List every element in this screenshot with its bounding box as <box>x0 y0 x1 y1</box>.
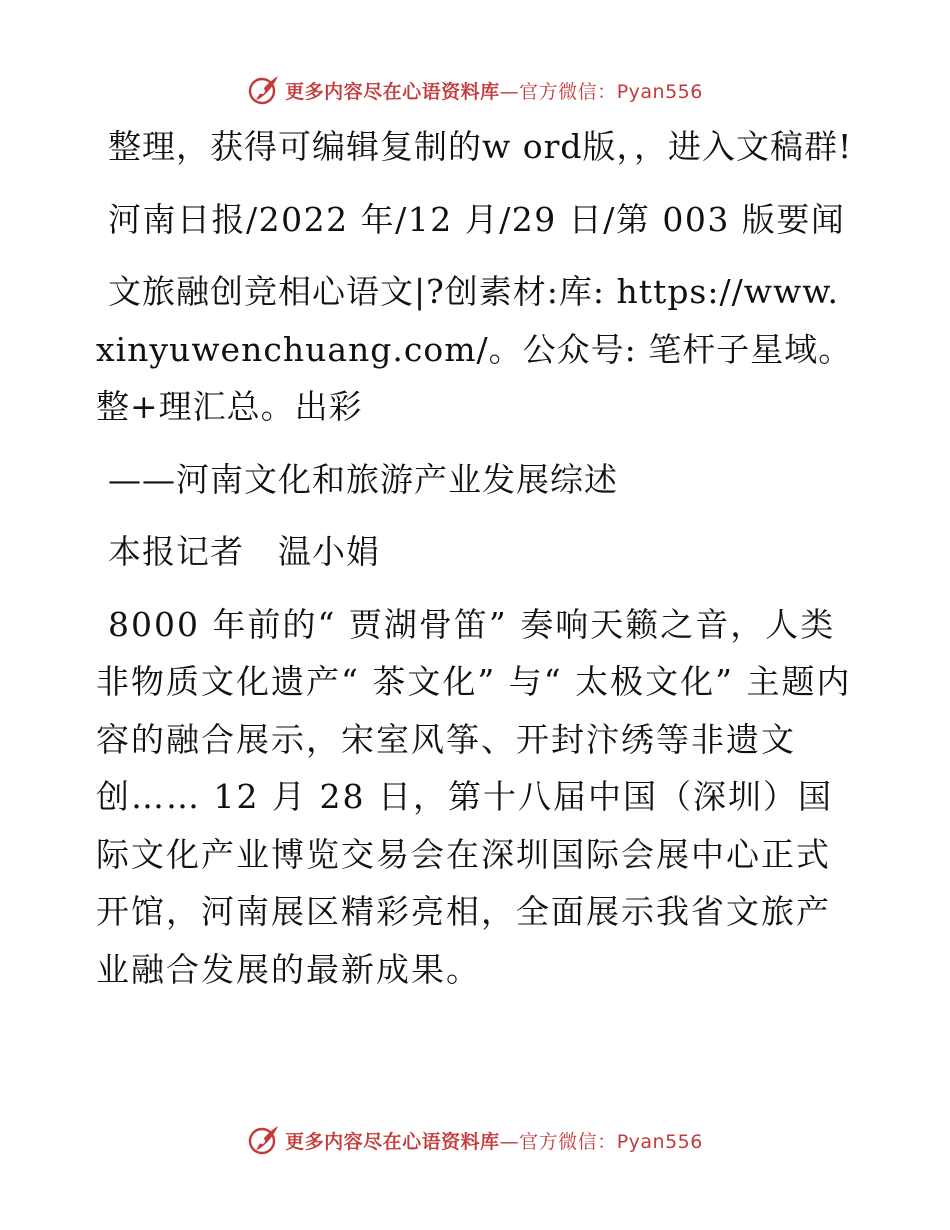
body-paragraph: 8000 年前的“ 贾湖骨笛” 奏响天籁之音，人类非物质文化遗产“ 茶文化” 与“ 太极文化” 主题内容的融合展示，宋室风筝、开封汴绣等非遗文创…… 12 月 28 日，第十八届中国（深圳）国际文化产业博览交易会在深圳国际会展中心正式开馆，河南展区精彩亮相，全面展示我省文旅产业融合发展的最新成果。 <box>96 604 852 989</box>
watermark-dash: — <box>499 80 520 103</box>
watermark-official-label: 官方微信： <box>519 80 617 103</box>
watermark-dash: — <box>499 1130 520 1153</box>
document-body <box>96 118 856 1013</box>
watermark-text <box>285 77 703 104</box>
watermark-text <box>285 1127 703 1154</box>
byline-paragraph: 本报记者 温小娟 <box>108 532 380 571</box>
source-line-paragraph: 河南日报/2022 年/12 月/29 日/第 003 版要闻 <box>108 199 846 239</box>
watermark-main-text: 更多内容尽在心语资料库 <box>285 80 500 103</box>
watermark-official-label: 官方微信： <box>519 1130 617 1153</box>
feather-pen-circle-icon <box>247 1123 281 1157</box>
headline-paragraph: 文旅融创竞相心语文|?创素材:库: https://www.xinyuwenchuang.com/。公众号: 笔杆子星域。整+理汇总。出彩 <box>96 272 853 426</box>
watermark-wechat-id: Pyan556 <box>616 1130 703 1153</box>
intro-note-paragraph: 整理，获得可编辑复制的w ord版，，进入文稿群! <box>108 127 853 166</box>
watermark-main-text: 更多内容尽在心语资料库 <box>285 1130 500 1153</box>
feather-pen-circle-icon <box>247 73 281 107</box>
footer-watermark <box>0 1120 950 1160</box>
subheadline-paragraph: ——河南文化和旅游产业发展综述 <box>108 459 618 499</box>
header-watermark <box>0 70 950 110</box>
watermark-wechat-id: Pyan556 <box>616 80 703 103</box>
